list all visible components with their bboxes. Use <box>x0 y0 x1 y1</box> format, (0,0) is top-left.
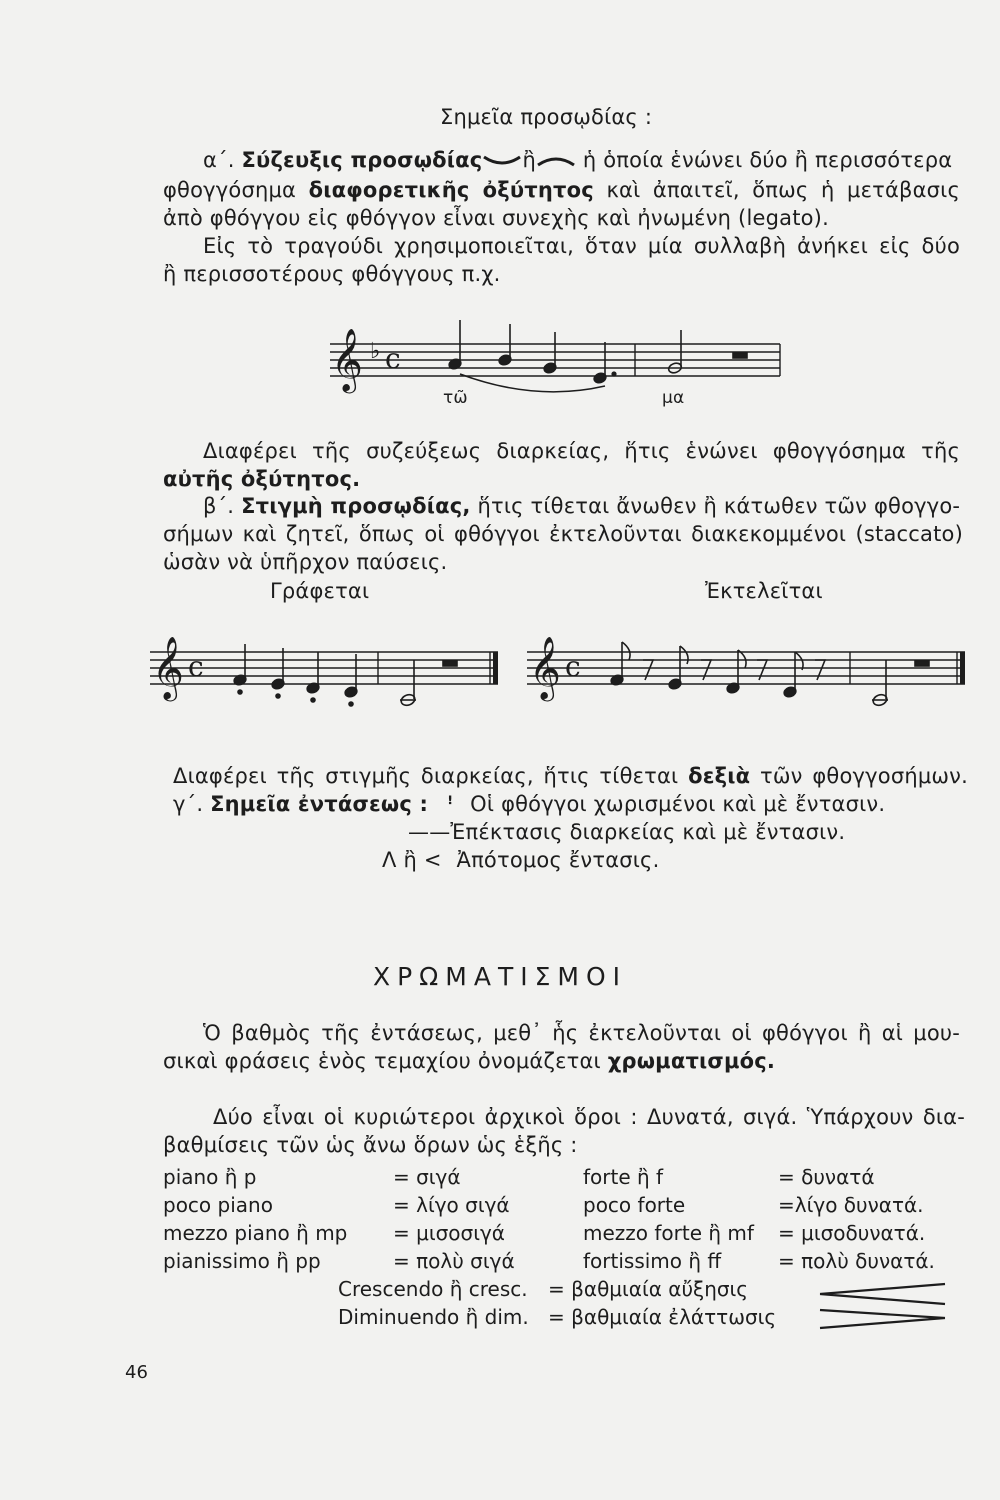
dynamics-row: poco piano = λίγο σιγά poco forte =λίγο δυνατά. <box>163 1193 924 1217</box>
tenuto-symbol-icon: —— <box>408 820 451 844</box>
dynamics-table <box>163 1163 935 1275</box>
section-a-line-4 <box>203 233 960 259</box>
music-example-staccato-performed <box>525 620 970 710</box>
section-a-line-3 <box>163 205 829 231</box>
hairpin-crescendo-icon <box>815 1278 950 1338</box>
svg-text:𝄞: 𝄞 <box>331 328 363 391</box>
section-a-label: α΄. <box>203 148 235 172</box>
heading <box>440 104 652 130</box>
slur-symbol-icon <box>482 153 522 169</box>
section-b-term: Στιγμὴ προσῳδίας, <box>241 494 471 518</box>
graded-row: Crescendo ἢ cresc. = βαθμιαία αὔξησις <box>338 1277 749 1301</box>
diff1-line-1: Διαφέρει τῆς συζεύξεως διαρκείας, ἥτις ἑνώνει φθογγόσημα τῆς <box>203 439 960 463</box>
label-performed: Ἐκτελεῖται <box>705 579 823 603</box>
svg-text:c: c <box>188 650 204 683</box>
line2-rest: καὶ ἀπαιτεῖ, ὅπως ἡ μετάβασις <box>606 178 960 202</box>
music-example-legato <box>325 312 785 412</box>
syllable-2: μα <box>662 388 685 408</box>
diff2-line: Διαφέρει τῆς στιγμῆς διαρκείας, ἥτις τίθεται δεξιὰ τῶν φθογγοσήμων. <box>173 764 968 788</box>
line4-text: Εἰς τὸ τραγούδι χρησιμοποιεῖται, ὅταν μία συλλαβὴ ἀνήκει εἰς δύο <box>203 234 960 258</box>
syllable-1: τῶ <box>443 388 468 408</box>
section-c-line-2: ——Ἐπέκτασις διαρκείας καὶ μὲ ἔντασιν. <box>408 820 846 844</box>
section-b-line-1: β΄. Στιγμὴ προσῳδίας, ἥτις τίθεται ἄνωθεν ἢ κάτωθεν τῶν φθογγο- <box>203 494 961 518</box>
svg-text:𝄞: 𝄞 <box>152 636 184 699</box>
marcato-symbol-icon: Λ ἢ < <box>382 848 442 872</box>
diff1-line-2: αὐτῆς ὀξύτητος. <box>163 467 361 491</box>
section-a-line1-rest: ἡ ὁποία ἑνώνει δύο ἢ περισσότερα <box>582 148 953 172</box>
line3-text: ἀπὸ φθόγγου εἰς φθόγγον εἶναι συνεχὴς καὶ ἠνωμένη (legato). <box>163 206 829 230</box>
section-a-term: Σύζευξις προσῳδίας <box>241 148 483 172</box>
page-number: 46 <box>125 1362 148 1383</box>
label-written: Γράφεται <box>270 579 370 603</box>
section-c-line-1: γ΄. Σημεῖα ἐντάσεως : ꜝ Οἱ φθόγγοι χωρισμένοι καὶ μὲ ἔντασιν. <box>173 792 886 816</box>
section-b-label: β΄. <box>203 494 235 518</box>
heading-text: Σημεῖα προσῳδίας : <box>440 105 653 129</box>
music-example-staccato-written <box>148 620 503 710</box>
section-c-line-3: Λ ἢ < Ἀπότομος ἔντασις. <box>382 848 660 872</box>
section-a-line-1 <box>203 147 960 173</box>
svg-text:♭: ♭ <box>370 339 381 364</box>
or-word: ἢ <box>522 148 536 172</box>
dynamics-row: mezzo piano ἢ mp = μισοσιγά mezzo forte ἢ mf = μισοδυνατά. <box>163 1221 926 1245</box>
section-c-label: γ΄. <box>173 792 204 816</box>
line5-text: ἢ περισσοτέρους φθόγγους π.χ. <box>163 262 501 286</box>
section-a-line-2 <box>163 177 960 203</box>
section-b-line-3: ὡσὰν νὰ ὑπῆρχον παύσεις. <box>163 550 448 574</box>
section-a-line-5 <box>163 261 501 287</box>
chromatismoi-p2-line-1: Δύο εἶναι οἱ κυριώτεροι ἀρχικοὶ ὅροι : Δυνατά, σιγά. Ὑπάρχουν δια- <box>213 1105 965 1129</box>
svg-text:c: c <box>385 342 401 375</box>
section-c-term: Σημεῖα ἐντάσεως : <box>210 792 429 816</box>
accent-symbol-icon: ꜝ <box>447 792 454 816</box>
dynamics-row: pianissimo ἢ pp = πολὺ σιγά fortissimo ἢ ff = πολὺ δυνατά. <box>163 1249 935 1273</box>
chromatismoi-p1-line-1: Ὁ βαθμὸς τῆς ἐντάσεως, μεθ᾽ ἧς ἐκτελοῦνται οἱ φθόγγοι ἢ αἱ μου- <box>203 1021 960 1045</box>
svg-text:𝄞: 𝄞 <box>529 636 561 699</box>
section-title: ΧΡΩΜΑΤΙΣΜΟΙ <box>372 962 628 991</box>
svg-text:c: c <box>565 650 581 683</box>
chromatismoi-p1-line-2: σικαὶ φράσεις ἑνὸς τεμαχίου ὀνομάζεται χρωματισμός. <box>163 1049 776 1073</box>
chromatismoi-p2-line-2: βαθμίσεις τῶν ὡς ἄνω ὅρων ὡς ἑξῆς : <box>163 1133 578 1157</box>
section-b-line-2: σήμων καὶ ζητεῖ, ὅπως οἱ φθόγγοι ἐκτελοῦνται διακεκομμένοι (staccato) <box>163 522 963 546</box>
line2-bold: διαφορετικῆς ὀξύτητος <box>308 178 594 202</box>
line2-word: φθογγόσημα <box>163 178 297 202</box>
dynamics-row: piano ἢ p = σιγά forte ἢ f = δυνατά <box>163 1165 875 1189</box>
tie-symbol-icon <box>536 153 576 169</box>
graded-dynamics <box>338 1275 776 1331</box>
graded-row: Diminuendo ἢ dim. = βαθμιαία ἐλάττωσις <box>338 1305 777 1329</box>
